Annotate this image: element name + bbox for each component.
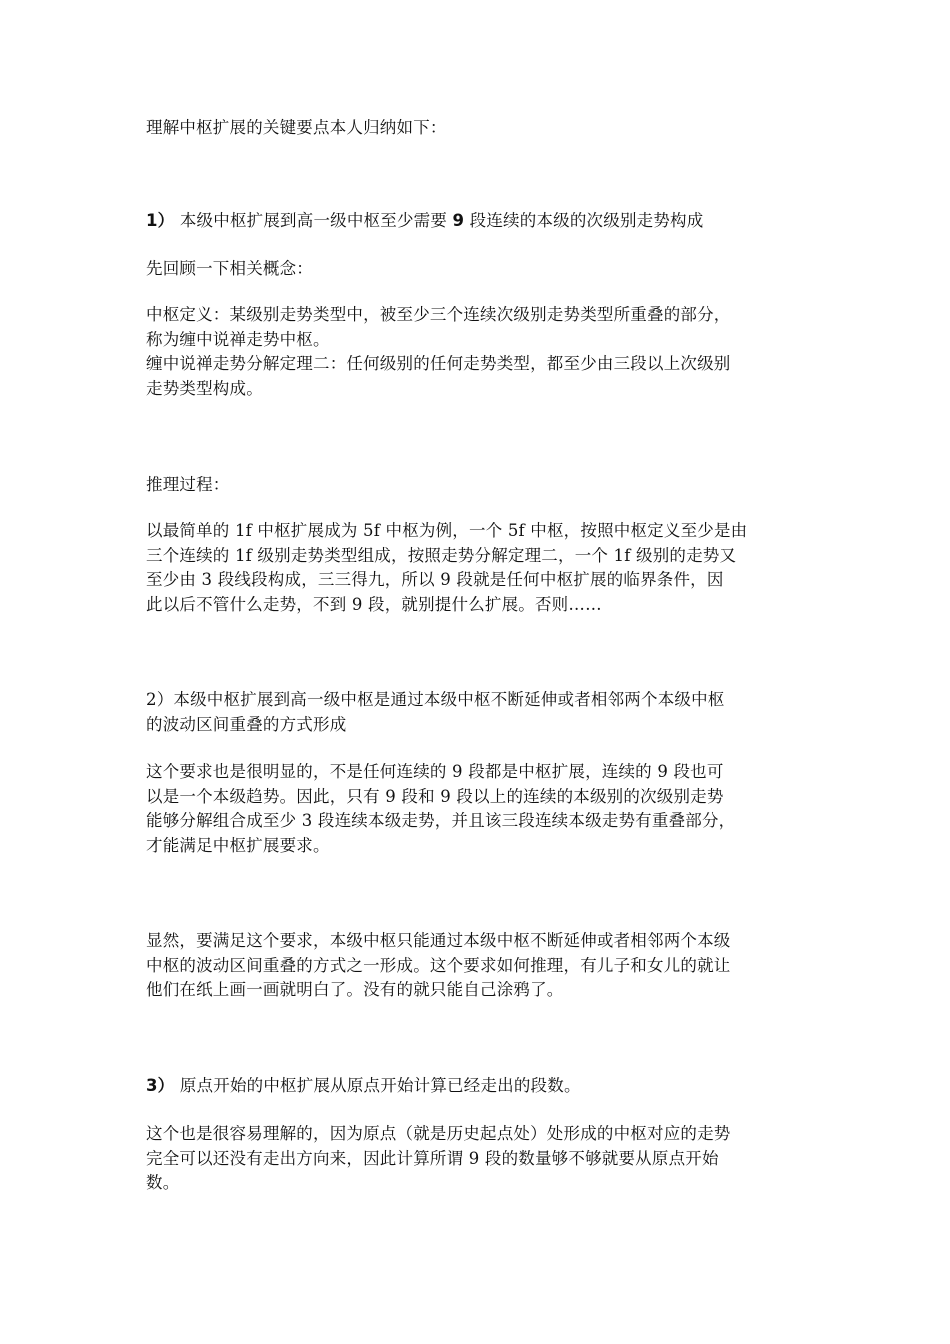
section2-conclusion [146, 929, 810, 1003]
section3-heading [146, 1074, 810, 1099]
intro-line: 理解中枢扩展的关键要点本人归纳如下： [146, 118, 447, 137]
reasoning-line: 至少由 3 段线段构成，三三得九，所以 9 段就是任何中枢扩展的临界条件，因 [146, 570, 724, 589]
section3-explanation [146, 1122, 810, 1196]
section3-line: 完全可以还没有走出方向来，因此计算所谓 9 段的数量够不够就要从原点开始 [146, 1148, 719, 1168]
explanation-line: 以是一个本级趋势。因此，只有 9 段和 9 段以上的连续的本级别的次级别走势 [146, 786, 724, 806]
definition-line: 中枢定义：某级别走势类型中，被至少三个连续次级别走势类型所重叠的部分， [146, 305, 731, 324]
explanation-line: 能够分解组合成至少 3 段连续本级走势，并且该三段连续本级走势有重叠部分， [146, 811, 736, 830]
conclusion-line: 他们在纸上画一画就明白了。没有的就只能自己涂鸦了。 [146, 980, 564, 999]
definition-line: 称为缠中说禅走势中枢。 [146, 329, 330, 349]
section1-heading-count: 9 [452, 211, 465, 230]
explanation-line: 这个要求也是很明显的，不是任何连续的 9 段都是中枢扩展，连续的 9 段也可 [146, 762, 724, 781]
intro-paragraph [146, 116, 810, 141]
explanation-line: 才能满足中枢扩展要求。 [146, 835, 330, 855]
section2-heading-line: 2）本级中枢扩展到高一级中枢是通过本级中枢不断延伸或者相邻两个本级中枢 [146, 690, 725, 709]
section1-reasoning [146, 519, 810, 617]
reasoning-line: 以最简单的 1f 中枢扩展成为 5f 中枢为例，一个 5f 中枢，按照中枢定义至少是由 [146, 521, 748, 540]
section1-heading-text: 本级中枢扩展到高一级中枢至少需要 [179, 211, 448, 230]
section2-heading [146, 688, 810, 737]
section3-heading-text: 原点开始的中枢扩展从原点开始计算已经走出的段数。 [179, 1076, 581, 1095]
section1-review [146, 257, 810, 282]
conclusion-line: 显然，要满足这个要求，本级中枢只能通过本级中枢不断延伸或者相邻两个本级 [146, 931, 731, 950]
review-line: 先回顾一下相关概念： [146, 259, 313, 278]
section1-number: 1） [146, 211, 175, 230]
definition-line: 走势类型构成。 [146, 378, 263, 398]
conclusion-line: 中枢的波动区间重叠的方式之一形成。这个要求如何推理，有儿子和女儿的就让 [146, 955, 731, 975]
section1-heading-tail: 段连续的本级的次级别走势构成 [469, 211, 704, 230]
reasoning-line: 此以后不管什么走势，不到 9 段，就别提什么扩展。否则…… [146, 594, 602, 614]
section1-reasoning-label [146, 473, 810, 498]
reasoning-label-line: 推理过程： [146, 475, 230, 494]
definition-line: 缠中说禅走势分解定理二：任何级别的任何走势类型，都至少由三段以上次级别 [146, 354, 731, 373]
section3-number: 3） [146, 1076, 175, 1095]
section3-line: 数。 [146, 1173, 180, 1192]
section1-heading [146, 209, 810, 234]
reasoning-line: 三个连续的 1f 级别走势类型组成，按照走势分解定理二，一个 1f 级别的走势又 [146, 545, 737, 565]
section2-explanation [146, 760, 810, 858]
section2-heading-line: 的波动区间重叠的方式形成 [146, 714, 347, 734]
section1-definitions [146, 303, 810, 401]
section3-line: 这个也是很容易理解的，因为原点（就是历史起点处）处形成的中枢对应的走势 [146, 1124, 731, 1143]
